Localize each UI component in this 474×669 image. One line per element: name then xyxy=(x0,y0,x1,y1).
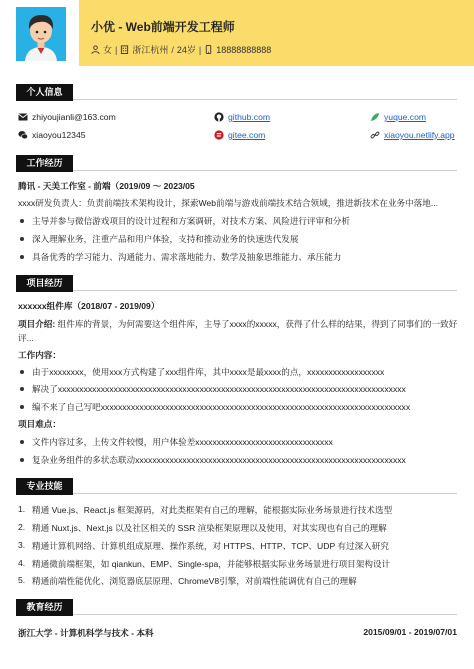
github-link[interactable]: github.com xyxy=(228,112,271,122)
contact-yuque[interactable] xyxy=(370,112,426,122)
divider: | xyxy=(198,44,202,55)
github-icon xyxy=(214,112,224,122)
project-intro xyxy=(18,318,457,330)
work-content-label: 工作内容： xyxy=(18,350,61,360)
work-summary: xxxx研发负责人：负责前端技术架构设计，探索Web前端与游戏前端技术结合领域，推进新技术在业务中落地... xyxy=(18,198,438,208)
list-item: 具备优秀的学习能力、沟通能力、需求落地能力、数学及抽象思维能力、承压能力 xyxy=(32,252,342,262)
section-divider xyxy=(73,99,457,100)
yuque-link[interactable]: yuque.com xyxy=(384,112,427,122)
skill-item: 3. 精通计算机网络、计算机组成原理、操作系统，对 HTTPS、HTTP、TCP、UDP 有过深入研究 xyxy=(18,540,389,551)
section-personal xyxy=(16,84,457,101)
list-item: 深入理解业务，注重产品和用户体验，支持和推动业务的快速迭代发展 xyxy=(32,234,299,244)
gitee-link[interactable]: gitee.com xyxy=(228,130,266,140)
basic-info xyxy=(91,43,271,56)
section-title: 教育经历 xyxy=(16,599,73,616)
website-link[interactable]: xiaoyou.netlify.app xyxy=(384,130,455,140)
resume-header xyxy=(0,0,474,66)
list-item: 复杂业务组件的多状态联动xxxxxxxxxxxxxxxxxxxxxxxxxxxxxxxxxxxxxxxxxxxxxxxxxxxxxxxxxxxxxxx xyxy=(32,455,406,465)
section-project xyxy=(16,275,457,292)
skill-item: 4. 精通微前端框架，如 qiankun、EMP、Single-spa，并能够根据实际业务场景进行项目架构设计 xyxy=(18,558,391,569)
project-title: xxxxxx组件库（2018/07 - 2019/09） xyxy=(18,301,160,311)
work-title: 腾讯 - 天美工作室 - 前端（2019/09 ～ 2023/05 xyxy=(18,181,195,191)
section-education xyxy=(16,599,457,616)
education-period: 2015/09/01 - 2019/07/01 xyxy=(363,627,457,637)
list-item: 解决了xxxxxxxxxxxxxxxxxxxxxxxxxxxxxxxxxxxxxxxxxxxxxxxxxxxxxxxxxxxxxxxxxxxxxxxxxxxxxxxxx xyxy=(32,384,406,394)
email: zhiyoujianli@163.com xyxy=(32,112,116,122)
avatar xyxy=(16,7,66,61)
difficulty-label: 项目难点： xyxy=(18,419,61,429)
gender: 女 xyxy=(103,45,113,55)
wechat: xiaoyou12345 xyxy=(32,130,86,140)
contact-github[interactable] xyxy=(214,112,270,122)
skill-item: 5. 精通前端性能优化、浏览器底层原理、ChromeV8引擎，对前端性能调优有自己的理解 xyxy=(18,575,357,586)
contact-wechat xyxy=(18,130,86,140)
project-intro-text: 组件库的背景，为何需要这个组件库，主导了xxxx的xxxxx，获得了什么样的结果，得到了同事们的一致好 xyxy=(57,319,458,329)
section-title: 专业技能 xyxy=(16,478,73,495)
section-divider xyxy=(73,290,457,291)
age: 24岁 xyxy=(176,45,196,55)
list-item: 主导并参与微信游戏项目的设计过程和方案调研，对技术方案、风险进行评审和分析 xyxy=(32,216,350,226)
list-item: 文件内容过多，上传文件较慢，用户体验差xxxxxxxxxxxxxxxxxxxxxxxxxxxxxxxx xyxy=(32,437,333,447)
list-item: 由于xxxxxxxx，使用xxx方式构建了xxx组件库，其中xxxx是最xxxx的点，xxxxxxxxxxxxxxxxxx xyxy=(32,367,385,377)
wechat-icon xyxy=(18,130,28,140)
mail-icon xyxy=(18,112,28,122)
candidate-name: 小优 - Web前端开发工程师 xyxy=(91,20,235,34)
contact-email xyxy=(18,112,116,122)
skill-item: 2. 精通 Nuxt.js、Next.js 以及社区相关的 SSR 渲染框架原理以及使用，对其实现也有自己的理解 xyxy=(18,522,387,533)
list-item: 编不来了自己写吧xxxxxxxxxxxxxxxxxxxxxxxxxxxxxxxxxxxxxxxxxxxxxxxxxxxxxxxxxxxxxxxxxxxxxxxx xyxy=(32,402,411,412)
skill-item: 1. 精通 Vue.js、React.js 框架源码，对此类框架有自己的理解，能根据实际业务场景进行技术选型 xyxy=(18,504,393,515)
contact-gitee[interactable] xyxy=(214,130,265,140)
building-icon xyxy=(120,45,129,54)
section-divider xyxy=(73,170,457,171)
yuque-icon xyxy=(370,112,380,122)
section-skills xyxy=(16,478,457,495)
section-work xyxy=(16,155,457,172)
section-title: 项目经历 xyxy=(16,275,73,292)
person-icon xyxy=(91,45,100,54)
phone: 18888888888 xyxy=(216,44,272,55)
project-intro-label: 项目介绍: xyxy=(18,319,56,329)
section-divider xyxy=(73,493,457,494)
divider: / xyxy=(171,44,174,55)
phone-icon xyxy=(204,45,213,54)
project-intro-cont: 评... xyxy=(18,333,34,343)
education-school: 浙江大学 - 计算机科学与技术 - 本科 xyxy=(18,628,154,638)
link-icon xyxy=(370,130,380,140)
section-divider xyxy=(73,614,457,615)
section-title: 个人信息 xyxy=(16,84,73,101)
section-title: 工作经历 xyxy=(16,155,73,172)
divider: | xyxy=(115,44,118,55)
gitee-icon xyxy=(214,130,224,140)
city: 浙江杭州 xyxy=(132,45,169,55)
contact-website[interactable] xyxy=(370,130,455,140)
